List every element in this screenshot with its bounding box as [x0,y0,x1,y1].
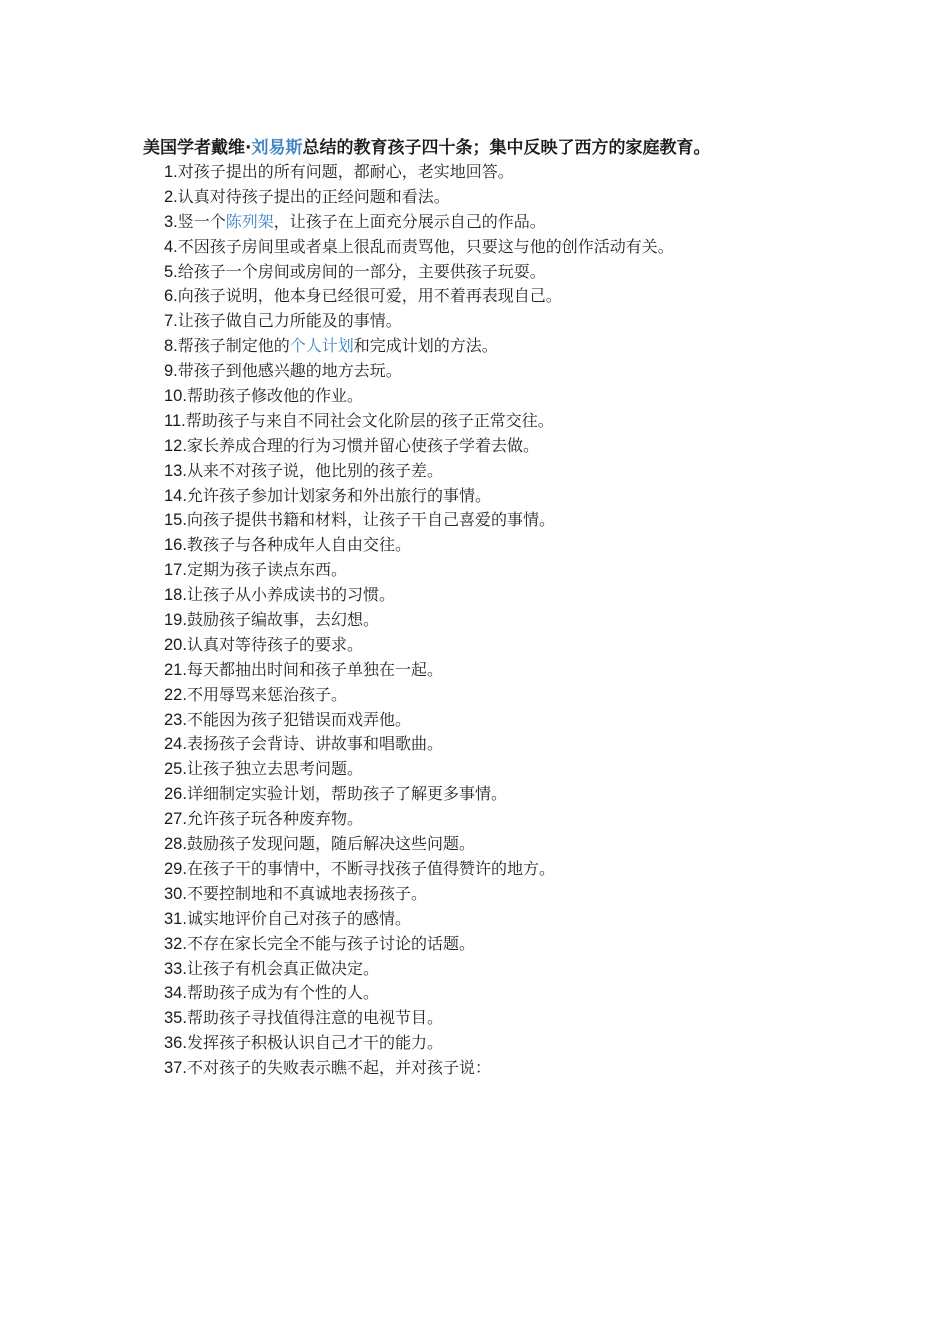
list-item [164,732,924,757]
item-number: 19. [164,611,187,630]
item-text: 允许孩子玩各种废弃物。 [186,809,363,829]
item-number: 12. [164,436,187,455]
item-number: 17. [164,561,187,580]
item-number: 3. [164,212,178,231]
item-number: 33. [164,959,187,978]
item-number: 1. [164,163,178,181]
item-number: 16. [164,536,187,555]
item-number: 5. [164,262,178,281]
item-number: 6. [164,287,178,306]
item-text: 帮助孩子成为有个性的人。 [186,983,379,1003]
item-text-prefix: 竖一个 [177,211,226,231]
list-item [164,185,924,210]
item-number: 28. [164,835,187,854]
item-number: 8. [164,337,178,356]
list-item [164,284,924,309]
list-item [164,633,924,658]
list-item [164,359,924,384]
list-item [164,260,924,285]
item-text: 从来不对孩子说，他比别的孩子差。 [186,460,443,480]
item-number: 18. [164,586,187,605]
list-item [164,409,924,434]
item-number: 26. [164,785,187,804]
item-text: 让孩子有机会真正做决定。 [186,958,379,978]
list-item [164,683,924,708]
list-item [164,957,924,982]
list-item [164,1031,924,1056]
item-text: 诚实地评价自己对孩子的感情。 [186,908,411,928]
list-item [164,484,924,509]
item-text: 让孩子从小养成读书的习惯。 [186,585,395,605]
item-number: 34. [164,984,187,1003]
item-number: 32. [164,934,187,953]
item-text: 不用辱骂来惩治孩子。 [186,684,347,704]
item-text: 不因孩子房间里或者桌上很乱而责骂他，只要这与他的创作活动有关。 [177,236,674,256]
list-item [164,210,924,235]
document-title [143,134,943,162]
item-number: 2. [164,187,178,206]
list-item [164,558,924,583]
item-text: 不对孩子的失败表示瞧不起，并对孩子说： [186,1058,491,1078]
item-number: 37. [164,1059,187,1078]
item-text: 发挥孩子积极认识自己才干的能力。 [186,1033,443,1053]
title-prefix: 美国学者戴维· [143,138,252,158]
list-item [164,782,924,807]
item-text: 对孩子提出的所有问题，都耐心，老实地回答。 [177,162,514,181]
item-text: 详细制定实验计划，帮助孩子了解更多事情。 [186,784,507,804]
item-text: 向孩子提供书籍和材料，让孩子干自己喜爱的事情。 [186,510,555,530]
item-number: 23. [164,710,187,729]
item-number: 21. [164,660,187,679]
item-text: 鼓励孩子发现问题，随后解决这些问题。 [186,834,475,854]
list-item [164,882,924,907]
list-item [164,608,924,633]
item-number: 15. [164,511,187,530]
list-item [164,533,924,558]
item-number: 27. [164,810,187,829]
item-number: 35. [164,1009,187,1028]
list-item [164,708,924,733]
item-text: 让孩子做自己力所能及的事情。 [177,311,402,331]
item-text-prefix: 帮孩子制定他的 [177,336,290,356]
list-item [164,459,924,484]
item-number: 7. [164,312,178,331]
item-number: 24. [164,735,187,754]
item-text: 家长养成合理的行为习惯并留心使孩子学着去做。 [186,435,539,455]
item-text: ，让孩子在上面充分展示自己的作品。 [273,211,546,231]
list-item [164,583,924,608]
item-text: 表扬孩子会背诗、讲故事和唱歌曲。 [186,734,443,754]
item-text: 允许孩子参加计划家务和外出旅行的事情。 [186,485,491,505]
item-text: 给孩子一个房间或房间的一部分，主要供孩子玩耍。 [177,261,546,281]
list-item [164,508,924,533]
item-number: 13. [164,461,187,480]
list-item [164,1006,924,1031]
list-item [164,658,924,683]
list-item [164,807,924,832]
list-item [164,309,924,334]
item-text: 帮助孩子修改他的作业。 [186,386,363,406]
item-text: 向孩子说明，他本身已经很可爱，用不着再表现自己。 [177,286,562,306]
item-number: 36. [164,1034,187,1053]
list-item [164,981,924,1006]
title-suffix: 总结的教育孩子四十条；集中反映了西方的家庭教育。 [302,138,711,158]
item-text: 让孩子独立去思考问题。 [186,759,363,779]
list-item [164,857,924,882]
item-text: 不存在家长完全不能与孩子讨论的话题。 [186,933,475,953]
item-number: 25. [164,760,187,779]
item-text: 教孩子与各种成年人自由交往。 [186,535,411,555]
item-number: 29. [164,859,187,878]
item-number: 30. [164,884,187,903]
item-text: 定期为孩子读点东西。 [186,560,347,580]
item-text: 鼓励孩子编故事，去幻想。 [186,610,379,630]
numbered-list [164,160,924,1081]
item-link[interactable]: 个人计划 [289,336,354,356]
item-text: 在孩子干的事情中，不断寻找孩子值得赞许的地方。 [186,858,555,878]
title-author-link[interactable]: 刘易斯 [251,138,303,158]
list-item [164,907,924,932]
item-number: 31. [164,909,187,928]
list-item [164,1056,924,1081]
list-item [164,932,924,957]
list-item [164,334,924,359]
list-item [164,832,924,857]
list-item [164,160,924,185]
item-text: 认真对等待孩子的要求。 [186,634,363,654]
item-text: 不能因为孩子犯错误而戏弄他。 [186,709,411,729]
item-text: 和完成计划的方法。 [353,336,498,356]
item-link[interactable]: 陈列架 [225,211,274,231]
item-text: 认真对待孩子提出的正经问题和看法。 [177,186,450,206]
item-text: 帮助孩子与来自不同社会文化阶层的孩子正常交往。 [185,410,554,430]
item-text: 帮助孩子寻找值得注意的电视节目。 [186,1008,443,1028]
item-number: 22. [164,685,187,704]
list-item [164,384,924,409]
item-number: 14. [164,486,187,505]
item-number: 10. [164,387,187,406]
item-text: 每天都抽出时间和孩子单独在一起。 [186,659,443,679]
item-text: 不要控制地和不真诚地表扬孩子。 [186,883,427,903]
item-number: 11. [164,411,186,430]
item-number: 20. [164,635,187,654]
item-number: 9. [164,362,178,381]
list-item [164,757,924,782]
list-item [164,434,924,459]
item-number: 4. [164,237,178,256]
list-item [164,235,924,260]
item-text: 带孩子到他感兴趣的地方去玩。 [177,361,402,381]
